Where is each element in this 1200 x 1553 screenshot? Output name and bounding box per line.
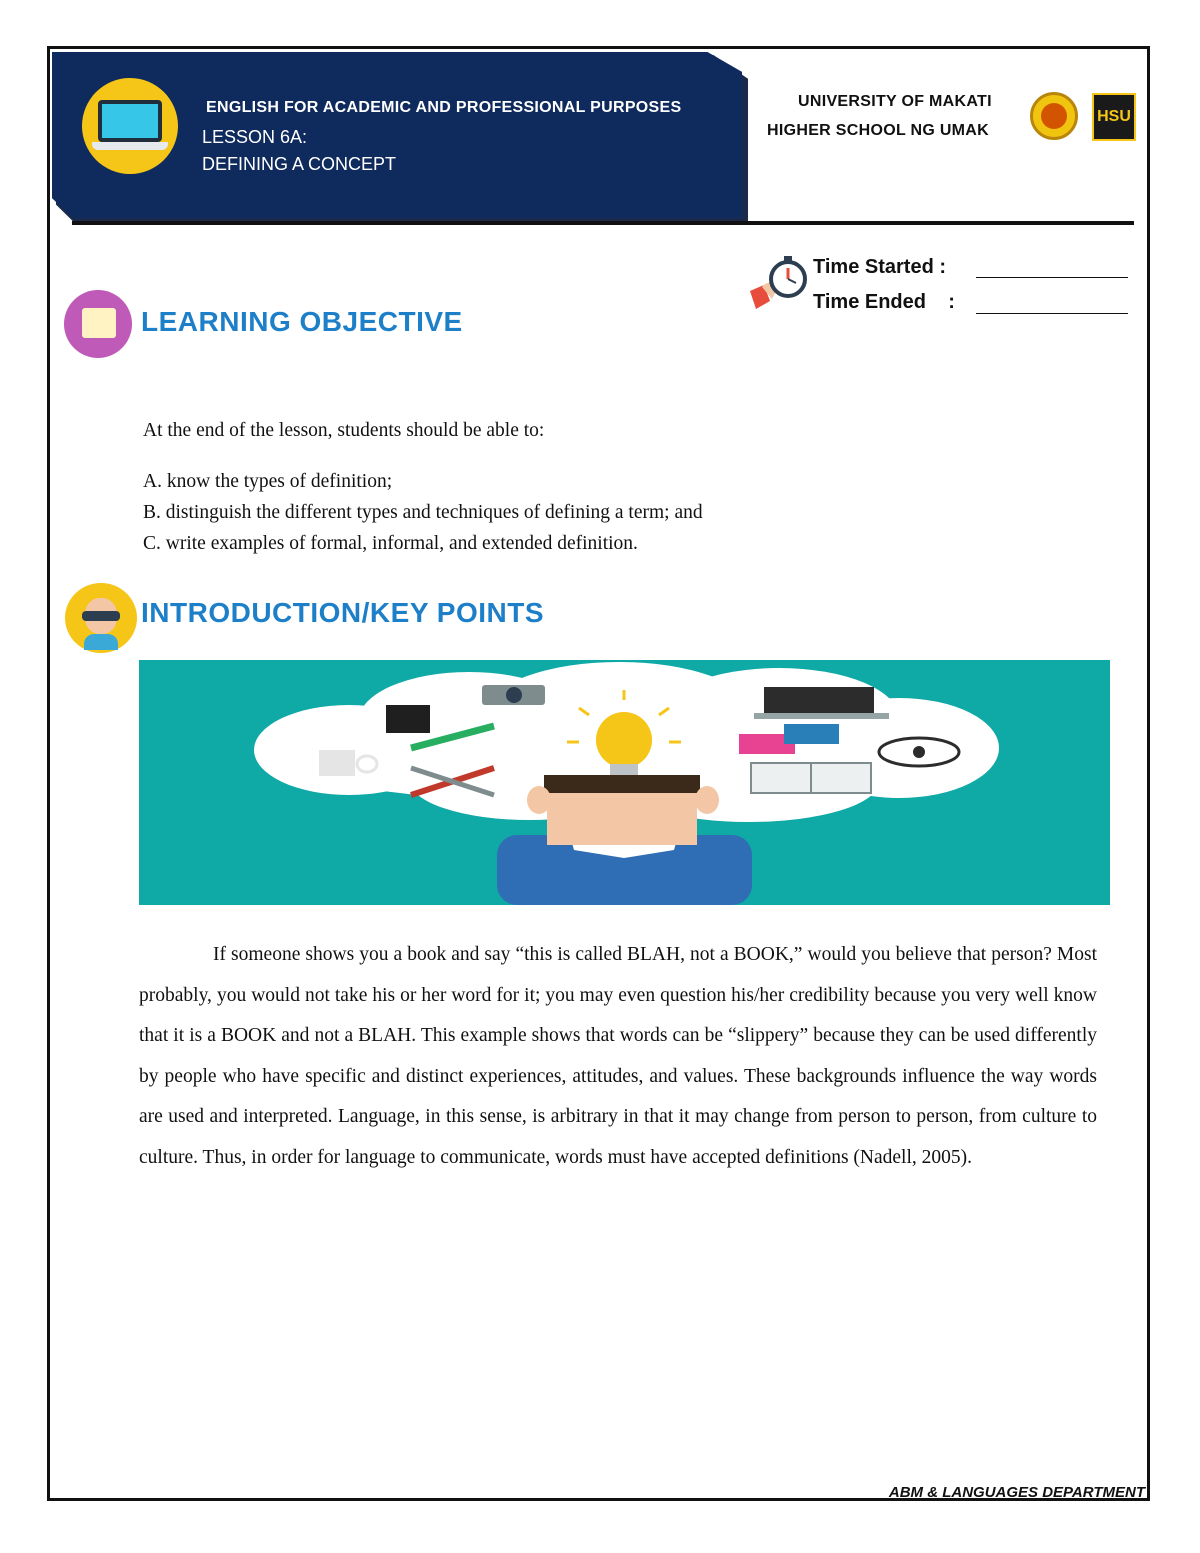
learning-objective-heading: LEARNING OBJECTIVE <box>141 306 463 337</box>
thinking-illustration <box>139 660 1110 905</box>
objective-item: A. know the types of definition; <box>143 471 393 492</box>
school-name: HIGHER SCHOOL NG UMAK <box>767 122 990 139</box>
lesson-title: DEFINING A CONCEPT <box>202 154 397 174</box>
objective-item: C. write examples of formal, informal, and extended definition. <box>143 533 638 554</box>
avatar-visor <box>82 611 120 621</box>
time-ended-label: Time Ended : <box>813 291 955 313</box>
university-name: UNIVERSITY OF MAKATI <box>798 93 992 110</box>
introduction-paragraph: If someone shows you a book and say “this is called BLAH, not a BOOK,” would you believe that person? Most probably, you would not take his or her word for it; you may even question his/her credibility because you very well know that it is a BOOK and not a BLAH. This example shows that words can be “slippery” because they can be used differently by people who have specific and distinct experiences, attitudes, and values. These backgrounds influence the way words are used and interpreted. Language, in this sense, is arbitrary in that it may change from person to person, from culture to culture. Thus, in order for language to communicate, words must have accepted definitions (Nadell, 2005). <box>139 944 1097 1168</box>
objective-item: B. distinguish the different types and techniques of defining a term; and <box>143 502 703 523</box>
department-footer: ABM & LANGUAGES DEPARTMENT <box>888 1484 1145 1501</box>
course-title: ENGLISH FOR ACADEMIC AND PROFESSIONAL PURPOSES <box>206 99 682 116</box>
laptop-screen <box>98 100 162 142</box>
introduction-heading: INTRODUCTION/KEY POINTS <box>141 597 545 628</box>
avatar-body <box>84 634 118 650</box>
time-ended-field[interactable] <box>976 313 1128 314</box>
hsu-logo: HSU <box>1092 93 1136 141</box>
header-divider <box>72 221 1134 225</box>
time-started-label: Time Started : <box>813 256 946 278</box>
laptop-base <box>92 142 168 150</box>
time-started-field[interactable] <box>976 277 1128 278</box>
stopwatch-icon <box>748 251 810 313</box>
objective-intro: At the end of the lesson, students should be able to: <box>143 420 545 441</box>
university-seal-inner <box>1041 103 1067 129</box>
notepad-icon-paper <box>82 308 116 338</box>
lesson-number: LESSON 6A: <box>202 127 308 147</box>
